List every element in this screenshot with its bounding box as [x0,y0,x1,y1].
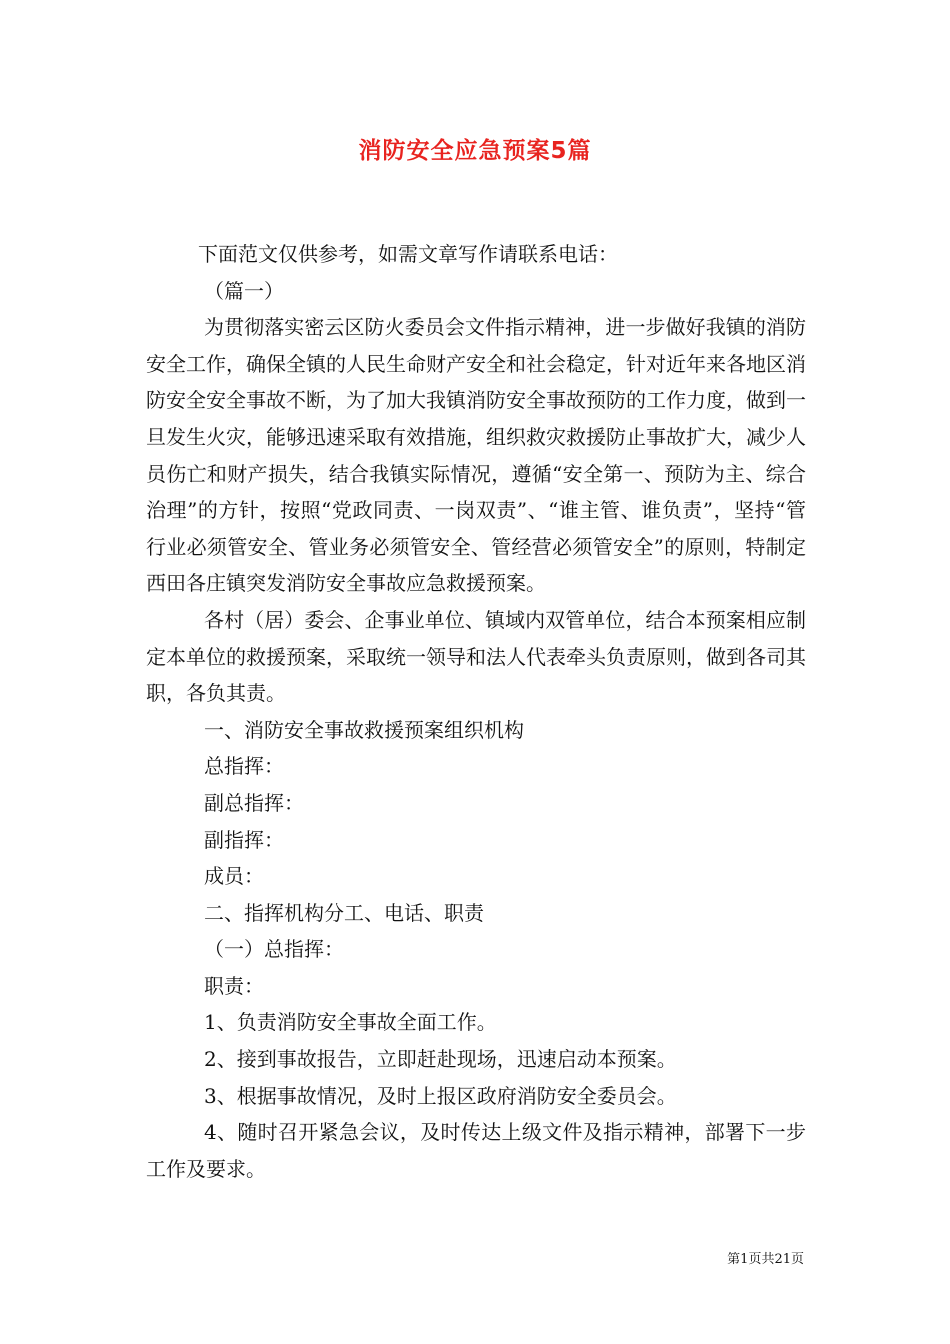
list-item-2: 2、接到事故报告，立即赶赴现场，迅速启动本预案。 [204,1047,677,1072]
paragraph-purpose: 为贯彻落实密云区防火委员会文件指示精神，进一步做好我镇的消防安全工作，确保全镇的人民生命财产安全和社会稳定，针对近年来各地区消防安全安全事故不断，为了加大我镇消防安全事故预防的工作力度，做到一旦发生火灾，能够迅速采取有效措施，组织救灾救援防止事故扩大，减少人员伤亡和财产损失，结合我镇实际情况，遵循“安全第一、预防为主、综合治理”的方针，按照“党政同责、一岗双责”、“谁主管、谁负责”，坚持“管行业必须管安全、管业务必须管安全、管经营必须管安全”的原则，特制定西田各庄镇突发消防安全事故应急救援预案。 [146,315,806,596]
paragraph-intro: 下面范文仅供参考，如需文章写作请联系电话： [198,242,618,266]
list-item-4: 4、随时召开紧急会议，及时传达上级文件及指示精神，部署下一步工作及要求。 [146,1120,806,1181]
line-deputy-commander: 副指挥： [204,827,284,852]
heading-division: 二、指挥机构分工、电话、职责 [204,900,484,925]
line-deputy-chief: 副总指挥： [204,790,304,815]
paragraph-units: 各村（居）委会、企事业单位、镇域内双管单位，结合本预案相应制定本单位的救援预案，采取统一领导和法人代表牵头负责原则，做到各司其职，各负其责。 [146,607,806,706]
document-title: 消防安全应急预案5篇 [358,138,592,164]
subheading-commander: （一）总指挥： [204,937,344,962]
document-body [146,236,806,1187]
paragraph-section-label: （篇一） [204,278,284,303]
line-members: 成员： [204,864,264,889]
list-item-3: 3、根据事故情况，及时上报区政府消防安全委员会。 [204,1083,677,1108]
list-item-1: 1、负责消防安全事故全面工作。 [204,1010,497,1035]
line-duties: 职责： [204,973,264,998]
heading-organization: 一、消防安全事故救援预案组织机构 [204,717,524,742]
line-commander: 总指挥： [204,754,284,779]
page-number: 第1页共21页 [727,1252,804,1267]
